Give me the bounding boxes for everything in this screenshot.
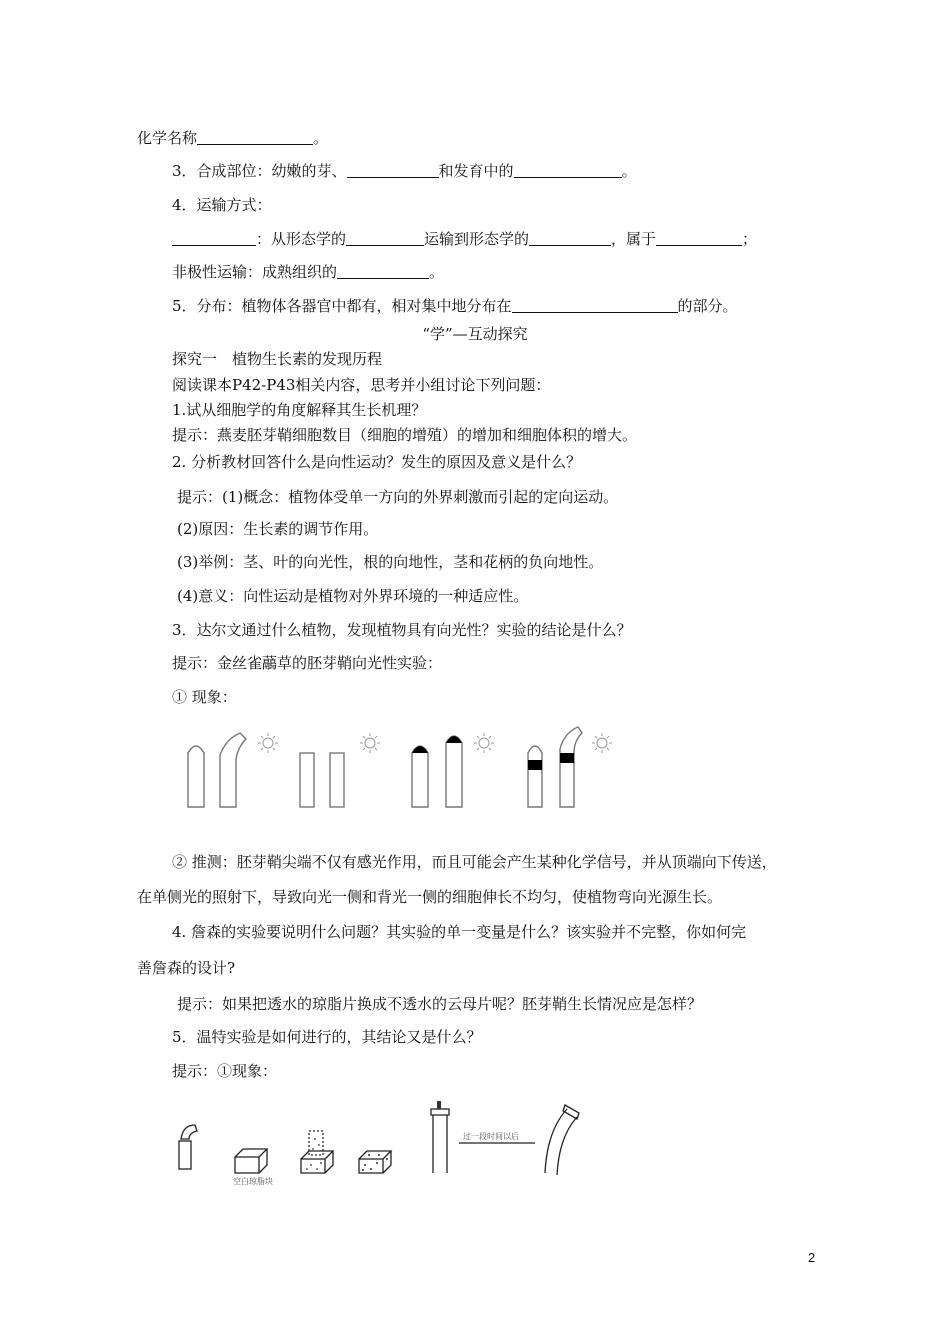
coleoptile-capped <box>446 736 462 807</box>
coleoptile-bent-result <box>545 1109 577 1175</box>
coleoptile-tip <box>181 1125 197 1139</box>
blank <box>656 230 742 246</box>
fill-line-distribution: 5．分布：植物体各器官中都有，相对集中地分布在 的部分。 <box>172 297 738 315</box>
question-2-hint-4: (4)意义：向性运动是植物对外界环境的一种适应性。 <box>177 587 529 605</box>
question-4-line-1: 4. 詹森的实验要说明什么问题？其实验的单一变量是什么？该实验并不完整，你如何完 <box>172 923 747 941</box>
question-3-inference-2: 在单侧光的照射下，导致向光一侧和背光一侧的细胞伸长不均匀，使植物弯向光源生长。 <box>137 888 723 906</box>
coleoptile-decapitated <box>179 1141 191 1169</box>
question-2-hint-1: 提示：(1)概念：植物体受单一方向的外界刺激而引起的定向运动。 <box>177 488 619 506</box>
question-5: 5．温特实验是如何进行的，其结论又是什么？ <box>172 1028 482 1046</box>
went-experiment-figure <box>175 1095 585 1185</box>
question-3: 3．达尔文通过什么植物，发现植物具有向光性？实验的结论是什么？ <box>172 621 632 639</box>
time-label: 过一段时间以后 <box>463 1132 519 1141</box>
blank <box>172 230 256 246</box>
question-5-hint: 提示：①现象： <box>172 1062 278 1080</box>
question-1-hint: 提示：燕麦胚芽鞘细胞数目（细胞的增殖）的增加和细胞体积的增大。 <box>172 426 638 444</box>
blank <box>512 297 678 313</box>
fill-line-chemical-name: 化学名称 。 <box>137 129 329 147</box>
question-2: 2. 分析教材回答什么是向性运动？发生的原因及意义是什么？ <box>172 453 582 471</box>
section-title: “学”—互动探究 <box>422 325 528 343</box>
blank <box>529 230 611 246</box>
darwin-experiment-figure <box>180 725 620 815</box>
question-3-phenomenon: ① 现象： <box>172 688 237 706</box>
fill-line-nonpolar: 非极性运输：成熟组织的 。 <box>172 263 445 281</box>
agar-label: 空白琼脂块 <box>233 1177 273 1186</box>
question-2-hint-2: (2)原因：生长素的调节作用。 <box>177 520 379 538</box>
fill-line-polar-transport: ：从形态学的 运输到形态学的 ，属于 ； <box>172 229 757 249</box>
question-4-line-2: 善詹森的设计? <box>137 959 236 977</box>
question-3-inference-1: ② 推测：胚芽鞘尖端不仅有感光作用，而且可能会产生某种化学信号，并从顶端向下传送， <box>172 853 777 871</box>
page-number: 2 <box>808 1250 816 1265</box>
coleoptile-straight <box>188 746 204 807</box>
coleoptile-with-block <box>433 1115 447 1173</box>
blank <box>347 162 439 178</box>
question-2-hint-3: (3)举例：茎、叶的向光性，根的向地性，茎和花柄的负向地性。 <box>177 553 604 571</box>
coleoptile-cut <box>300 753 314 807</box>
fill-line-synthesis: 3．合成部位：幼嫩的芽、 和发育中的 。 <box>172 162 637 180</box>
transport-heading: 4．运输方式： <box>172 196 272 214</box>
coleoptile-band <box>528 746 542 807</box>
coleoptile-capped <box>412 746 428 807</box>
read-prompt: 阅读课本P42-P43相关内容，思考并小组讨论下列问题： <box>172 376 551 394</box>
sun-icon <box>592 733 612 753</box>
explore-title: 探究一 植物生长素的发现历程 <box>172 350 383 368</box>
blank <box>514 162 622 178</box>
blank <box>197 129 313 145</box>
coleoptile-bent <box>220 733 246 807</box>
coleoptile-cut <box>330 753 344 807</box>
sun-icon <box>474 733 494 753</box>
blank <box>337 263 429 279</box>
question-3-hint: 提示：金丝雀虉草的胚芽鞘向光性实验： <box>172 654 443 672</box>
question-1: 1.试从细胞学的角度解释其生长机理？ <box>172 401 427 419</box>
question-4-hint: 提示：如果把透水的琼脂片换成不透水的云母片呢？胚芽鞘生长情况应是怎样？ <box>177 995 703 1013</box>
agar-block <box>235 1149 267 1173</box>
sun-icon <box>360 733 380 753</box>
coleoptile-bent-band <box>560 727 582 807</box>
sun-icon <box>258 733 278 753</box>
blank <box>346 230 424 246</box>
